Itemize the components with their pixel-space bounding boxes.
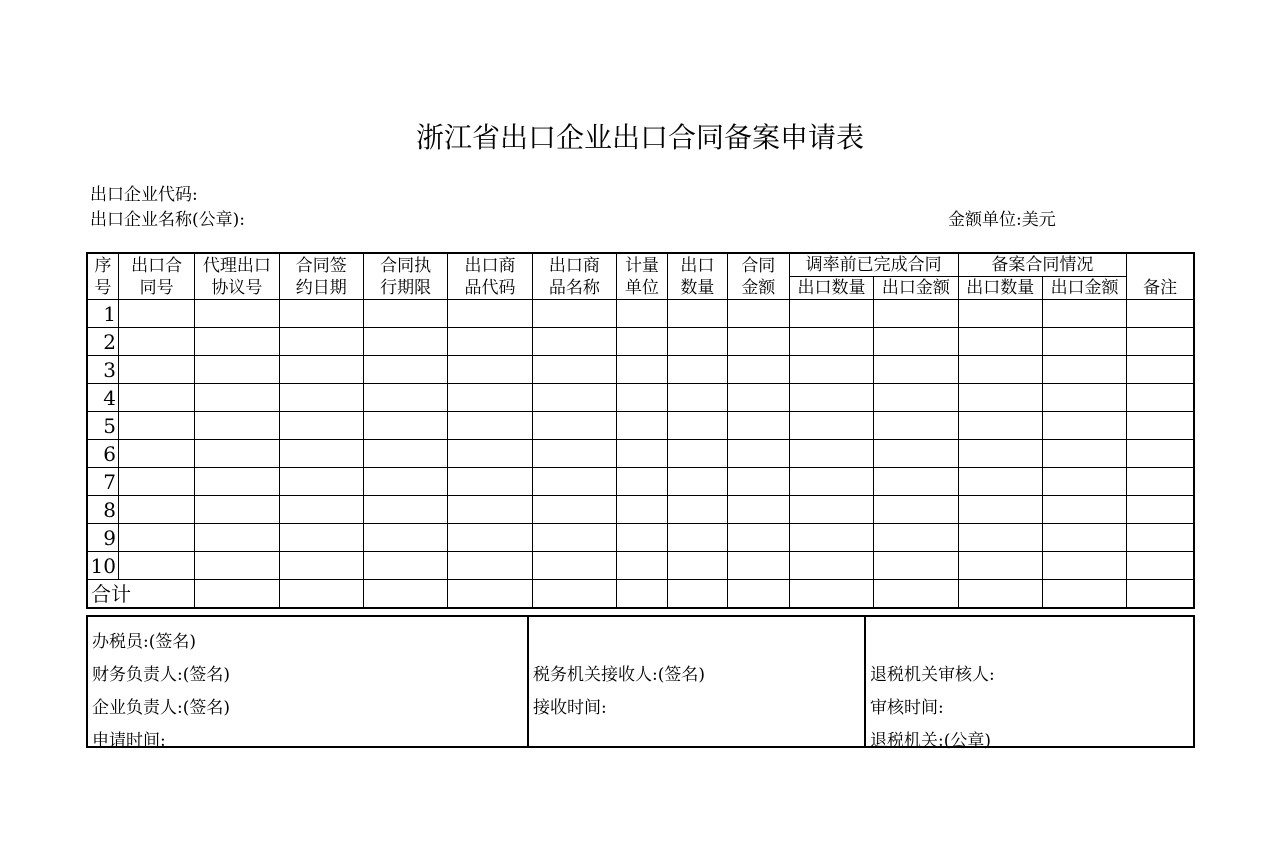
header-agency-no: 代理出口 协议号 bbox=[195, 253, 279, 300]
table-cell[interactable] bbox=[279, 580, 363, 609]
table-cell[interactable] bbox=[363, 412, 447, 440]
table-cell[interactable] bbox=[874, 468, 958, 496]
table-cell[interactable] bbox=[1127, 552, 1194, 580]
signature-refund-office bbox=[864, 617, 1193, 751]
row-index: 7 bbox=[87, 468, 119, 496]
table-cell[interactable] bbox=[363, 552, 447, 580]
table-cell[interactable] bbox=[363, 356, 447, 384]
table-cell[interactable] bbox=[1127, 496, 1194, 524]
table-cell[interactable] bbox=[1127, 440, 1194, 468]
table-cell[interactable] bbox=[532, 524, 616, 552]
table-cell[interactable] bbox=[363, 328, 447, 356]
tax-receiver-label: 税务机关接收人:(签名) bbox=[533, 665, 705, 685]
header-remarks: 备注 bbox=[1127, 253, 1194, 300]
enterprise-code-label: 出口企业代码: bbox=[90, 185, 198, 205]
table-cell[interactable] bbox=[532, 384, 616, 412]
table-cell[interactable] bbox=[279, 412, 363, 440]
table-cell[interactable] bbox=[119, 300, 195, 328]
table-cell[interactable] bbox=[958, 328, 1042, 356]
table-cell[interactable] bbox=[532, 328, 616, 356]
table-cell[interactable] bbox=[279, 468, 363, 496]
table-cell[interactable] bbox=[532, 468, 616, 496]
table-cell[interactable] bbox=[279, 440, 363, 468]
table-cell[interactable] bbox=[874, 524, 958, 552]
table-cell[interactable] bbox=[532, 580, 616, 609]
table-cell[interactable] bbox=[874, 440, 958, 468]
table-cell[interactable] bbox=[667, 468, 727, 496]
table-cell[interactable] bbox=[617, 412, 668, 440]
table-cell[interactable] bbox=[789, 384, 873, 412]
table-cell[interactable] bbox=[727, 524, 789, 552]
table-cell[interactable] bbox=[617, 356, 668, 384]
table-cell[interactable] bbox=[667, 496, 727, 524]
table-row bbox=[87, 552, 1194, 580]
refund-office-seal-label: 退税机关:(公章) bbox=[870, 731, 991, 751]
currency-unit-label: 金额单位:美元 bbox=[948, 210, 1056, 230]
table-cell[interactable] bbox=[1127, 412, 1194, 440]
table-cell[interactable] bbox=[363, 524, 447, 552]
table-cell[interactable] bbox=[119, 328, 195, 356]
table-cell[interactable] bbox=[279, 552, 363, 580]
table-cell[interactable] bbox=[279, 300, 363, 328]
table-cell[interactable] bbox=[617, 300, 668, 328]
table-cell[interactable] bbox=[874, 580, 958, 609]
table-cell[interactable] bbox=[617, 468, 668, 496]
enterprise-name-label: 出口企业名称(公章): bbox=[90, 210, 245, 230]
table-cell[interactable] bbox=[727, 440, 789, 468]
header-seq: 序 号 bbox=[87, 253, 119, 300]
row-index: 10 bbox=[87, 552, 119, 580]
table-cell[interactable] bbox=[532, 356, 616, 384]
total-row bbox=[87, 580, 1194, 609]
table-cell[interactable] bbox=[279, 356, 363, 384]
contract-table bbox=[86, 252, 1195, 609]
table-cell[interactable] bbox=[1042, 356, 1126, 384]
header-filed-amt: 出口金额 bbox=[1042, 277, 1126, 300]
table-cell[interactable] bbox=[617, 552, 668, 580]
table-cell[interactable] bbox=[667, 384, 727, 412]
row-index: 8 bbox=[87, 496, 119, 524]
table-cell[interactable] bbox=[119, 524, 195, 552]
table-cell[interactable] bbox=[667, 552, 727, 580]
table-cell[interactable] bbox=[727, 580, 789, 609]
signature-applicant bbox=[88, 617, 527, 751]
header-before-qty: 出口数量 bbox=[789, 277, 873, 300]
table-cell[interactable] bbox=[958, 580, 1042, 609]
table-cell[interactable] bbox=[195, 412, 279, 440]
table-cell[interactable] bbox=[448, 412, 532, 440]
table-cell[interactable] bbox=[448, 524, 532, 552]
table-cell[interactable] bbox=[448, 356, 532, 384]
table-cell[interactable] bbox=[789, 552, 873, 580]
table-cell[interactable] bbox=[1042, 524, 1126, 552]
table-cell[interactable] bbox=[448, 328, 532, 356]
table-cell[interactable] bbox=[789, 496, 873, 524]
table-cell[interactable] bbox=[789, 580, 873, 609]
table-cell[interactable] bbox=[727, 412, 789, 440]
table-cell[interactable] bbox=[617, 440, 668, 468]
table-cell[interactable] bbox=[667, 300, 727, 328]
table-row bbox=[87, 328, 1194, 356]
enterprise-head-label: 企业负责人:(签名) bbox=[92, 698, 230, 718]
header-contract-no: 出口合 同号 bbox=[119, 253, 195, 300]
table-cell[interactable] bbox=[195, 524, 279, 552]
table-cell[interactable] bbox=[727, 300, 789, 328]
table-cell[interactable] bbox=[667, 412, 727, 440]
table-cell[interactable] bbox=[448, 580, 532, 609]
header-goods-code: 出口商 品代码 bbox=[448, 253, 532, 300]
table-cell[interactable] bbox=[667, 356, 727, 384]
table-cell[interactable] bbox=[119, 468, 195, 496]
table-cell[interactable] bbox=[195, 496, 279, 524]
table-cell[interactable] bbox=[874, 412, 958, 440]
table-cell[interactable] bbox=[195, 384, 279, 412]
table-cell[interactable] bbox=[874, 300, 958, 328]
table-row bbox=[87, 356, 1194, 384]
table-row bbox=[87, 412, 1194, 440]
table-cell[interactable] bbox=[195, 356, 279, 384]
table-cell[interactable] bbox=[617, 580, 668, 609]
header-filed-qty: 出口数量 bbox=[958, 277, 1042, 300]
row-index: 1 bbox=[87, 300, 119, 328]
total-label: 合计 bbox=[87, 580, 195, 609]
row-index: 9 bbox=[87, 524, 119, 552]
apply-time-label: 申请时间: bbox=[92, 731, 166, 751]
table-cell[interactable] bbox=[874, 552, 958, 580]
table-row bbox=[87, 468, 1194, 496]
table-cell[interactable] bbox=[958, 496, 1042, 524]
table-cell[interactable] bbox=[1042, 552, 1126, 580]
table-cell[interactable] bbox=[1042, 580, 1126, 609]
table-cell[interactable] bbox=[789, 412, 873, 440]
table-cell[interactable] bbox=[789, 300, 873, 328]
table-cell[interactable] bbox=[195, 580, 279, 609]
table-cell[interactable] bbox=[1042, 496, 1126, 524]
table-cell[interactable] bbox=[195, 328, 279, 356]
table-cell[interactable] bbox=[448, 552, 532, 580]
form-title: 浙江省出口企业出口合同备案申请表 bbox=[415, 121, 864, 154]
table-cell[interactable] bbox=[727, 384, 789, 412]
table-cell[interactable] bbox=[874, 356, 958, 384]
table-cell[interactable] bbox=[532, 412, 616, 440]
table-body bbox=[87, 300, 1194, 580]
table-cell[interactable] bbox=[1042, 300, 1126, 328]
refund-reviewer-label: 退税机关审核人: bbox=[870, 665, 995, 685]
table-cell[interactable] bbox=[119, 384, 195, 412]
table-row bbox=[87, 300, 1194, 328]
table-cell[interactable] bbox=[667, 440, 727, 468]
signature-section bbox=[86, 615, 1195, 751]
table-cell[interactable] bbox=[1127, 524, 1194, 552]
table-cell[interactable] bbox=[195, 468, 279, 496]
table-row bbox=[87, 496, 1194, 524]
table-cell[interactable] bbox=[617, 524, 668, 552]
table-cell[interactable] bbox=[958, 412, 1042, 440]
table-cell[interactable] bbox=[119, 356, 195, 384]
header-exec-period: 合同执 行期限 bbox=[363, 253, 447, 300]
table-cell[interactable] bbox=[195, 300, 279, 328]
table-cell[interactable] bbox=[958, 468, 1042, 496]
table-cell[interactable] bbox=[1127, 300, 1194, 328]
table-cell[interactable] bbox=[279, 496, 363, 524]
table-cell[interactable] bbox=[279, 524, 363, 552]
table-cell[interactable] bbox=[532, 300, 616, 328]
table-cell[interactable] bbox=[363, 384, 447, 412]
review-time-label: 审核时间: bbox=[870, 698, 944, 718]
table-cell[interactable] bbox=[448, 440, 532, 468]
table-cell[interactable] bbox=[1127, 468, 1194, 496]
table-cell[interactable] bbox=[958, 552, 1042, 580]
table-cell[interactable] bbox=[363, 440, 447, 468]
table-cell[interactable] bbox=[532, 552, 616, 580]
header-row-1 bbox=[87, 253, 1194, 277]
table-cell[interactable] bbox=[1127, 328, 1194, 356]
row-index: 4 bbox=[87, 384, 119, 412]
table-cell[interactable] bbox=[448, 468, 532, 496]
table-cell[interactable] bbox=[1042, 412, 1126, 440]
table-cell[interactable] bbox=[667, 524, 727, 552]
table-cell[interactable] bbox=[1042, 468, 1126, 496]
table-cell[interactable] bbox=[727, 356, 789, 384]
header-goods-name: 出口商 品名称 bbox=[532, 253, 616, 300]
header-group-before: 调率前已完成合同 bbox=[789, 253, 958, 277]
row-index: 5 bbox=[87, 412, 119, 440]
table-cell[interactable] bbox=[789, 468, 873, 496]
row-index: 3 bbox=[87, 356, 119, 384]
table-cell[interactable] bbox=[789, 356, 873, 384]
table-cell[interactable] bbox=[727, 468, 789, 496]
table-cell[interactable] bbox=[1042, 384, 1126, 412]
table-cell[interactable] bbox=[363, 496, 447, 524]
table-row bbox=[87, 524, 1194, 552]
table-cell[interactable] bbox=[1042, 328, 1126, 356]
table-cell[interactable] bbox=[119, 496, 195, 524]
table-cell[interactable] bbox=[1042, 440, 1126, 468]
table-cell[interactable] bbox=[874, 384, 958, 412]
table-cell[interactable] bbox=[195, 440, 279, 468]
header-before-amt: 出口金额 bbox=[874, 277, 958, 300]
table-cell[interactable] bbox=[958, 300, 1042, 328]
table-cell[interactable] bbox=[789, 440, 873, 468]
table-cell[interactable] bbox=[667, 580, 727, 609]
table-row bbox=[87, 384, 1194, 412]
table-cell[interactable] bbox=[195, 552, 279, 580]
finance-head-label: 财务负责人:(签名) bbox=[92, 665, 230, 685]
table-cell[interactable] bbox=[279, 384, 363, 412]
table-cell[interactable] bbox=[119, 412, 195, 440]
row-index: 6 bbox=[87, 440, 119, 468]
table-cell[interactable] bbox=[119, 552, 195, 580]
table-cell[interactable] bbox=[363, 300, 447, 328]
table-cell[interactable] bbox=[667, 328, 727, 356]
signature-tax-office bbox=[527, 617, 864, 746]
table-cell[interactable] bbox=[532, 496, 616, 524]
table-cell[interactable] bbox=[727, 328, 789, 356]
table-cell[interactable] bbox=[727, 496, 789, 524]
table-cell[interactable] bbox=[279, 328, 363, 356]
table-cell[interactable] bbox=[789, 328, 873, 356]
table-cell[interactable] bbox=[363, 468, 447, 496]
table-cell[interactable] bbox=[448, 384, 532, 412]
receive-time-label: 接收时间: bbox=[533, 698, 607, 718]
row-index: 2 bbox=[87, 328, 119, 356]
table-cell[interactable] bbox=[1127, 356, 1194, 384]
table-cell[interactable] bbox=[617, 328, 668, 356]
table-cell[interactable] bbox=[789, 524, 873, 552]
header-sign-date: 合同签 约日期 bbox=[279, 253, 363, 300]
table-cell[interactable] bbox=[958, 524, 1042, 552]
table-cell[interactable] bbox=[874, 496, 958, 524]
header-amount: 合同 金额 bbox=[727, 253, 789, 300]
header-group-filed: 备案合同情况 bbox=[958, 253, 1127, 277]
table-cell[interactable] bbox=[617, 384, 668, 412]
table-cell[interactable] bbox=[874, 328, 958, 356]
table-cell[interactable] bbox=[532, 440, 616, 468]
table-cell[interactable] bbox=[958, 440, 1042, 468]
table-cell[interactable] bbox=[363, 580, 447, 609]
header-unit: 计量 单位 bbox=[617, 253, 668, 300]
table-cell[interactable] bbox=[448, 300, 532, 328]
tax-clerk-label: 办税员:(签名) bbox=[92, 632, 196, 652]
table-row bbox=[87, 440, 1194, 468]
table-cell[interactable] bbox=[617, 496, 668, 524]
table-cell[interactable] bbox=[727, 552, 789, 580]
table-cell[interactable] bbox=[958, 356, 1042, 384]
table-cell[interactable] bbox=[958, 384, 1042, 412]
header-quantity: 出口 数量 bbox=[667, 253, 727, 300]
table-cell[interactable] bbox=[1127, 384, 1194, 412]
table-cell[interactable] bbox=[119, 440, 195, 468]
table-cell[interactable] bbox=[448, 496, 532, 524]
